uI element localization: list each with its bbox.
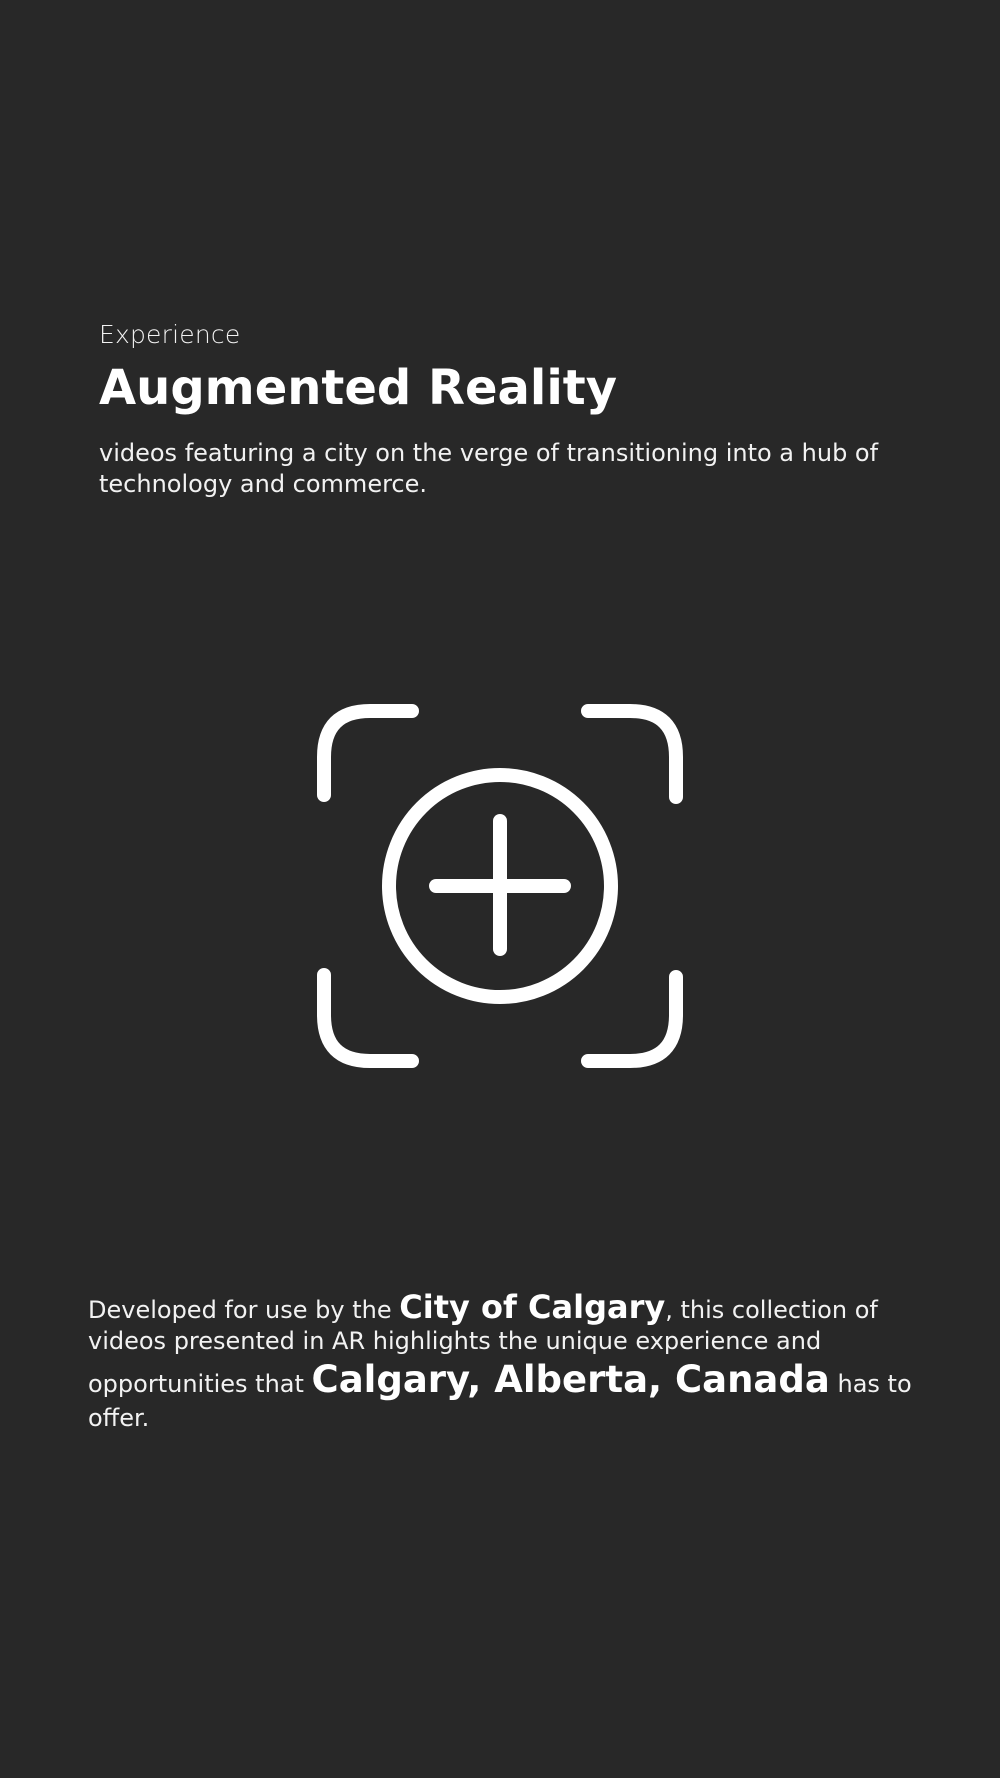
ar-scan-add-icon [315,702,685,1070]
credits-city-highlight: City of Calgary [399,1288,666,1326]
credits-text-part2: , this collection of videos presented in AR highlights the unique experience and opportunities that [88,1296,878,1398]
intro-description: videos featuring a city on the verge of transitioning into a hub of technology and commerce. [99,439,879,498]
credits-paragraph [88,1288,918,1434]
page-title: Augmented Reality [99,360,618,416]
credits-place-highlight: Calgary, Alberta, Canada [311,1358,830,1401]
intro-section [99,318,919,500]
credits-text-part3: has to offer. [88,1370,912,1432]
credits-text-part1: Developed for use by the [88,1296,400,1324]
intro-eyebrow: Experience [99,320,241,349]
start-ar-button[interactable] [315,702,685,1070]
